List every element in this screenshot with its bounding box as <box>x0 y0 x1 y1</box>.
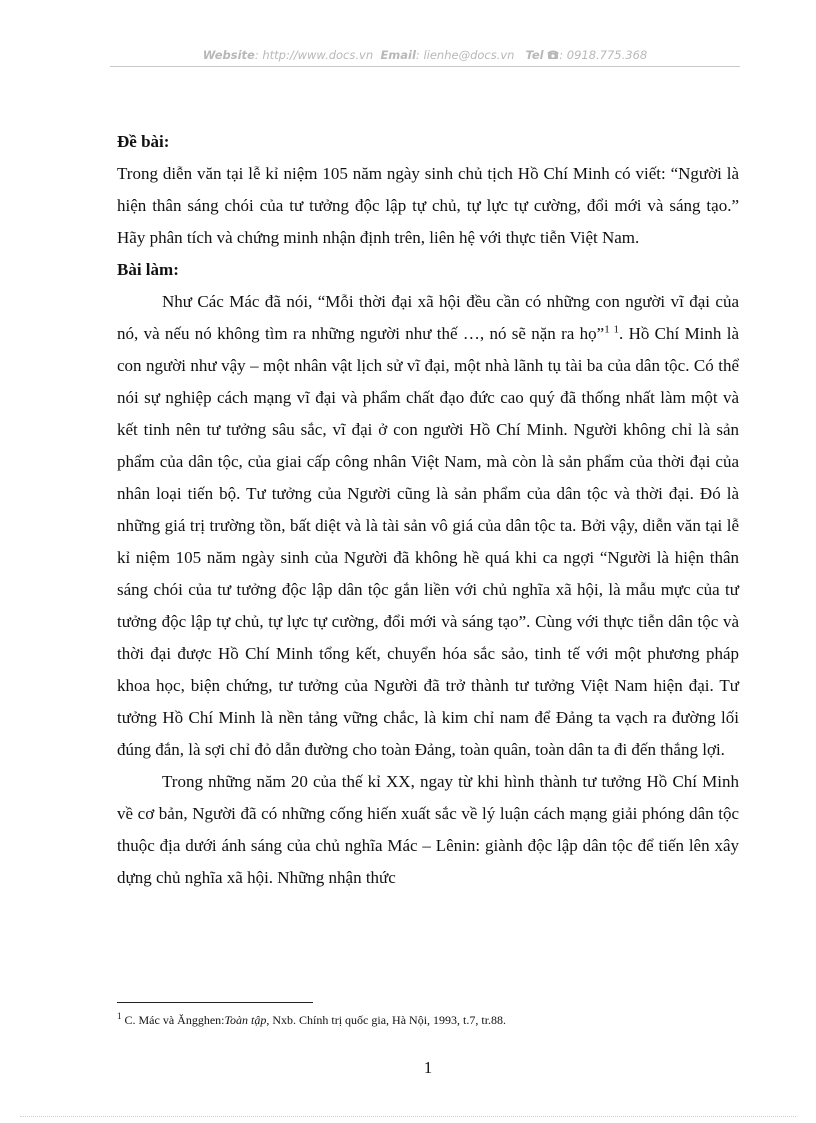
paragraph-1 <box>117 286 739 766</box>
website-label: Website <box>202 48 255 62</box>
footnote-author: C. Mác và Ăngghen: <box>121 1013 225 1027</box>
email-label: Email <box>380 48 416 62</box>
assignment-heading: Đề bài: <box>117 132 170 151</box>
paragraph-1-text-a: Như Các Mác đã nói, “Mỗi thời đại xã hội đều cần có những con người vĩ đại của nó, và nếu nó không tìm ra những người như thế …, nó sẽ nặn ra họ” <box>117 292 739 343</box>
website-value: : http://www.docs.vn <box>254 48 374 62</box>
assignment-prompt: Trong diễn văn tại lễ kỉ niệm 105 năm ngày sinh chủ tịch Hồ Chí Minh có viết: “Người là hiện thân sáng chói của tư tưởng độc lập tự chủ, tự lực tự cường, đổi mới và sáng tạo.” Hãy phân tích và chứng minh nhận định trên, liên hệ với thực tiễn Việt Nam. <box>117 164 739 247</box>
footnote-reference: 1 1 <box>604 323 620 336</box>
email-value: : lienhe@docs.vn <box>415 48 515 62</box>
tel-value: : 0918.775.368 <box>559 48 648 62</box>
header-rule <box>110 66 740 67</box>
document-body <box>117 126 739 894</box>
page-header <box>110 48 740 63</box>
footnote-separator <box>117 1002 313 1003</box>
footnote-details: , Nxb. Chính trị quốc gia, Hà Nội, 1993, t.7, tr.88. <box>266 1013 507 1027</box>
footnote <box>117 1013 739 1028</box>
paragraph-1-text-b: . Hồ Chí Minh là con người như vậy – một nhân vật lịch sử vĩ đại, một nhà lãnh tụ tài ba của dân tộc. Có thể nói sự nghiệp cách mạng vĩ đại và phẩm chất đạo đức cao quý đã thống nhất làm một và kết tinh nên tư tưởng sâu sắc, vĩ đại ở con người Hồ Chí Minh. Người không chỉ là sản phẩm của dân tộc, của giai cấp công nhân Việt Nam, mà còn là sản phẩm của thời đại của nhân loại tiến bộ. Tư tưởng của Người cũng là sản phẩm của dân tộc và thời đại. Đó là những giá trị trường tồn, bất diệt và là tài sản vô giá của dân tộc ta. Bởi vậy, diễn văn tại lễ kỉ niệm 105 năm ngày sinh của Người đã không hề quá khi ca ngợi “Người là hiện thân sáng chói của tư tưởng độc lập dân tộc gắn liền với chủ nghĩa xã hội, là mẫu mực của tư tưởng độc lập tự chủ, tự lực tự cường, đổi mới và sáng tạo”. Cùng với thực tiễn dân tộc và thời đại được Hồ Chí Minh tổng kết, chuyển hóa sắc sảo, tinh tế với một phương pháp khoa học, biện chứng, tư tưởng của Người đã trở thành tư tưởng Việt Nam hiện đại. Tư tưởng Hồ Chí Minh là nền tảng vững chắc, là kim chỉ nam để Đảng ta vạch ra đường lối đúng đắn, là sợi chỉ đỏ dẫn đường cho toàn Đảng, toàn quân, toàn dân ta đi đến thắng lợi. <box>117 324 739 759</box>
answer-heading: Bài làm: <box>117 260 179 279</box>
page-number: 1 <box>423 1058 433 1077</box>
phone-icon <box>547 49 559 63</box>
page-bottom-border <box>20 1116 796 1117</box>
footnote-number: 1 <box>117 1011 122 1021</box>
paragraph-2: Trong những năm 20 của thế kỉ XX, ngay từ khi hình thành tư tưởng Hồ Chí Minh về cơ bản, Người đã có những cống hiến xuất sắc về lý luận cách mạng giải phóng dân tộc thuộc địa dưới ánh sáng của chủ nghĩa Mác – Lênin: giành độc lập dân tộc để tiến lên xây dựng chủ nghĩa xã hội. Những nhận thức <box>117 772 739 887</box>
tel-label: Tel <box>525 48 544 62</box>
footnote-work: Toàn tập <box>224 1013 267 1027</box>
